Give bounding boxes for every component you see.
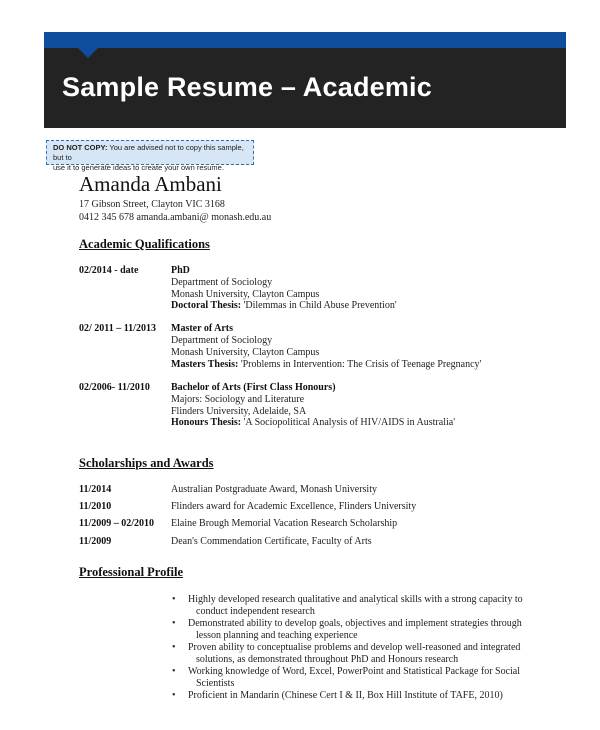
award-date: 11/2009 – 02/2010 <box>79 518 155 529</box>
qualification-degree: Master of Arts <box>171 323 234 334</box>
award-text: Australian Postgraduate Award, Monash University <box>171 484 377 495</box>
award-date: 11/2014 <box>79 484 112 495</box>
candidate-phone-email: 0412 345 678 amanda.ambani@ monash.edu.au <box>79 212 272 223</box>
qualification-degree: PhD <box>171 265 190 276</box>
award-text: Elaine Brough Memorial Vacation Research Scholarship <box>171 518 398 529</box>
thesis-label: Honours Thesis: <box>171 417 242 428</box>
section-heading-scholarships: Scholarships and Awards <box>79 456 214 470</box>
thesis-title: 'Dilemmas in Child Abuse Prevention' <box>241 300 397 311</box>
thesis-label: Doctoral Thesis: <box>171 300 242 311</box>
page-title: Sample Resume – Academic <box>62 72 432 102</box>
profile-list <box>172 594 532 702</box>
qualification-thesis <box>171 359 481 370</box>
bullet-icon: • <box>172 618 176 629</box>
profile-item-line2: conduct independent research <box>196 606 315 617</box>
header-accent-bar <box>44 32 566 48</box>
profile-item-line1: Working knowledge of Word, Excel, PowerPoint and Statistical Package for Social <box>188 666 521 677</box>
qualification-thesis <box>171 417 455 428</box>
award-date: 11/2010 <box>79 501 112 512</box>
qualification-university: Monash University, Clayton Campus <box>171 347 320 358</box>
bullet-icon: • <box>172 666 176 677</box>
section-heading-profile: Professional Profile <box>79 565 184 579</box>
thesis-title: 'A Sociopolitical Analysis of HIV/AIDS in Australia' <box>241 417 455 428</box>
header-notch <box>78 48 98 58</box>
list-item <box>172 690 532 702</box>
qualification-degree: Bachelor of Arts (First Class Honours) <box>171 382 336 393</box>
qualification-university: Flinders University, Adelaide, SA <box>171 406 307 417</box>
profile-item-line2: solutions, as demonstrated throughout PhD and Honours research <box>196 654 459 665</box>
award-date: 11/2009 <box>79 536 112 547</box>
qualification-date: 02/2006- 11/2010 <box>79 382 150 393</box>
qualification-department: Department of Sociology <box>171 277 273 288</box>
notice-text-1: You are advised not to copy this sample, but to <box>53 143 244 162</box>
qualification-thesis <box>171 300 397 311</box>
notice-text-2: use it to generate ideas to create your own resume. <box>53 163 224 172</box>
bullet-icon: • <box>172 690 176 701</box>
list-item <box>172 666 532 690</box>
candidate-name: Amanda Ambani <box>79 172 222 196</box>
do-not-copy-notice <box>46 140 254 172</box>
bullet-icon: • <box>172 642 176 653</box>
profile-item-line1: Proven ability to conceptualise problems and develop well-reasoned and integrated <box>188 642 521 653</box>
list-item <box>172 594 532 618</box>
notice-label: DO NOT COPY: <box>53 143 108 152</box>
candidate-address: 17 Gibson Street, Clayton VIC 3168 <box>79 199 225 210</box>
profile-item-line2: lesson planning and teaching experience <box>196 630 358 641</box>
list-item <box>172 642 532 666</box>
list-item <box>172 618 532 642</box>
award-text: Dean's Commendation Certificate, Faculty of Arts <box>171 536 372 547</box>
qualification-date: 02/2014 - date <box>79 265 139 276</box>
qualification-department: Majors: Sociology and Literature <box>171 394 305 405</box>
section-heading-qualifications: Academic Qualifications <box>79 237 210 251</box>
notice-line-1 <box>53 143 253 163</box>
award-text: Flinders award for Academic Excellence, Flinders University <box>171 501 417 512</box>
profile-item-line1: Proficient in Mandarin (Chinese Cert I & II, Box Hill Institute of TAFE, 2010) <box>188 690 503 701</box>
bullet-icon: • <box>172 594 176 605</box>
thesis-title: 'Problems in Intervention: The Crisis of Teenage Pregnancy' <box>238 359 482 370</box>
qualification-date: 02/ 2011 – 11/2013 <box>79 323 156 334</box>
qualification-department: Department of Sociology <box>171 335 273 346</box>
profile-item-line1: Highly developed research qualitative and analytical skills with a strong capacity to <box>188 594 523 605</box>
qualification-university: Monash University, Clayton Campus <box>171 289 320 300</box>
profile-item-line2: Scientists <box>196 678 235 689</box>
thesis-label: Masters Thesis: <box>171 359 239 370</box>
profile-item-line1: Demonstrated ability to develop goals, objectives and implement strategies through <box>188 618 522 629</box>
